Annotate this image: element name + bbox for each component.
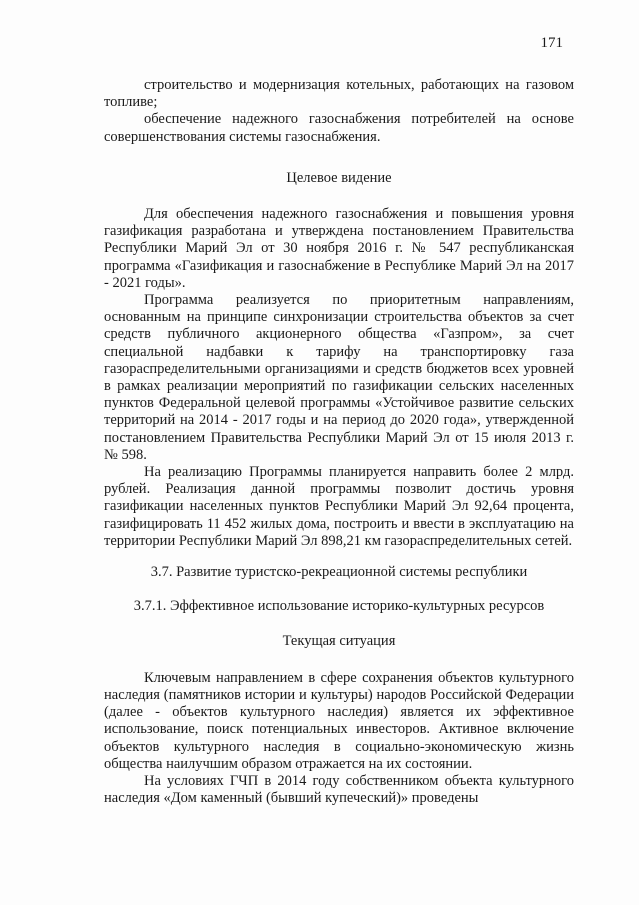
heading-current-situation: Текущая ситуация	[282, 633, 396, 650]
paragraph: Программа реализуется по приоритетным направлениям, основанным на принципе синхронизации строительства объектов за счет средств публичного акционерного общества «Газпром», за счет специальной надбавки к тарифу на транспортировку газа газораспределительными организациями и средств бюджетов всех уровней в рамках реализации мероприятий по газификации сельских населенных пунктов Федеральной целевой программы «Устойчивое развитие сельских территорий на 2014 - 2017 годы и на период до 2020 года», утвержденной постановлением Правительства Республики Марий Эл от 15 июля 2013 г. № 598.	[104, 292, 574, 463]
heading-target-vision: Целевое видение	[286, 169, 392, 186]
paragraph: Для обеспечения надежного газоснабжения и повышения уровня газификация разработана и утверждена постановлением Правительства Республики Марий Эл от 30 ноября 2016 г. № 547 республиканская программа «Газификация и газоснабжение в Республике Марий Эл на 2017 - 2021 годы».	[104, 206, 574, 291]
subsection-heading: 3.7.1. Эффективное использование историко-культурных ресурсов	[133, 598, 545, 615]
paragraph: Ключевым направлением в сфере сохранения объектов культурного наследия (памятников истории и культуры) народов Российской Федерации (далее - объектов культурного наследия) является их эффективное использование, поиск потенциальных инвесторов. Активное включение объектов культурного наследия в социально-экономическую жизнь общества наилучшим образом отражается на их состоянии.	[104, 669, 574, 772]
paragraph: На реализацию Программы планируется направить более 2 млрд. рублей. Реализация данной программы позволит достичь уровня газификации населенных пунктов Республики Марий Эл 92,64 процента, газифицировать 11 452 жилых дома, построить и ввести в эксплуатацию на территории Республики Марий Эл 898,21 км газораспределительных сетей.	[104, 464, 574, 549]
paragraph: обеспечение надежного газоснабжения потребителей на основе совершенствования системы газоснабжения.	[104, 111, 574, 145]
document-body	[104, 77, 574, 807]
paragraph: строительство и модернизация котельных, работающих на газовом топливе;	[104, 77, 574, 111]
section-heading: 3.7. Развитие туристско-рекреационной системы республики	[150, 564, 528, 581]
paragraph: На условиях ГЧП в 2014 году собственником объекта культурного наследия «Дом каменный (бывший купеческий)» проведены	[104, 772, 574, 807]
page-number: 171	[540, 35, 563, 51]
